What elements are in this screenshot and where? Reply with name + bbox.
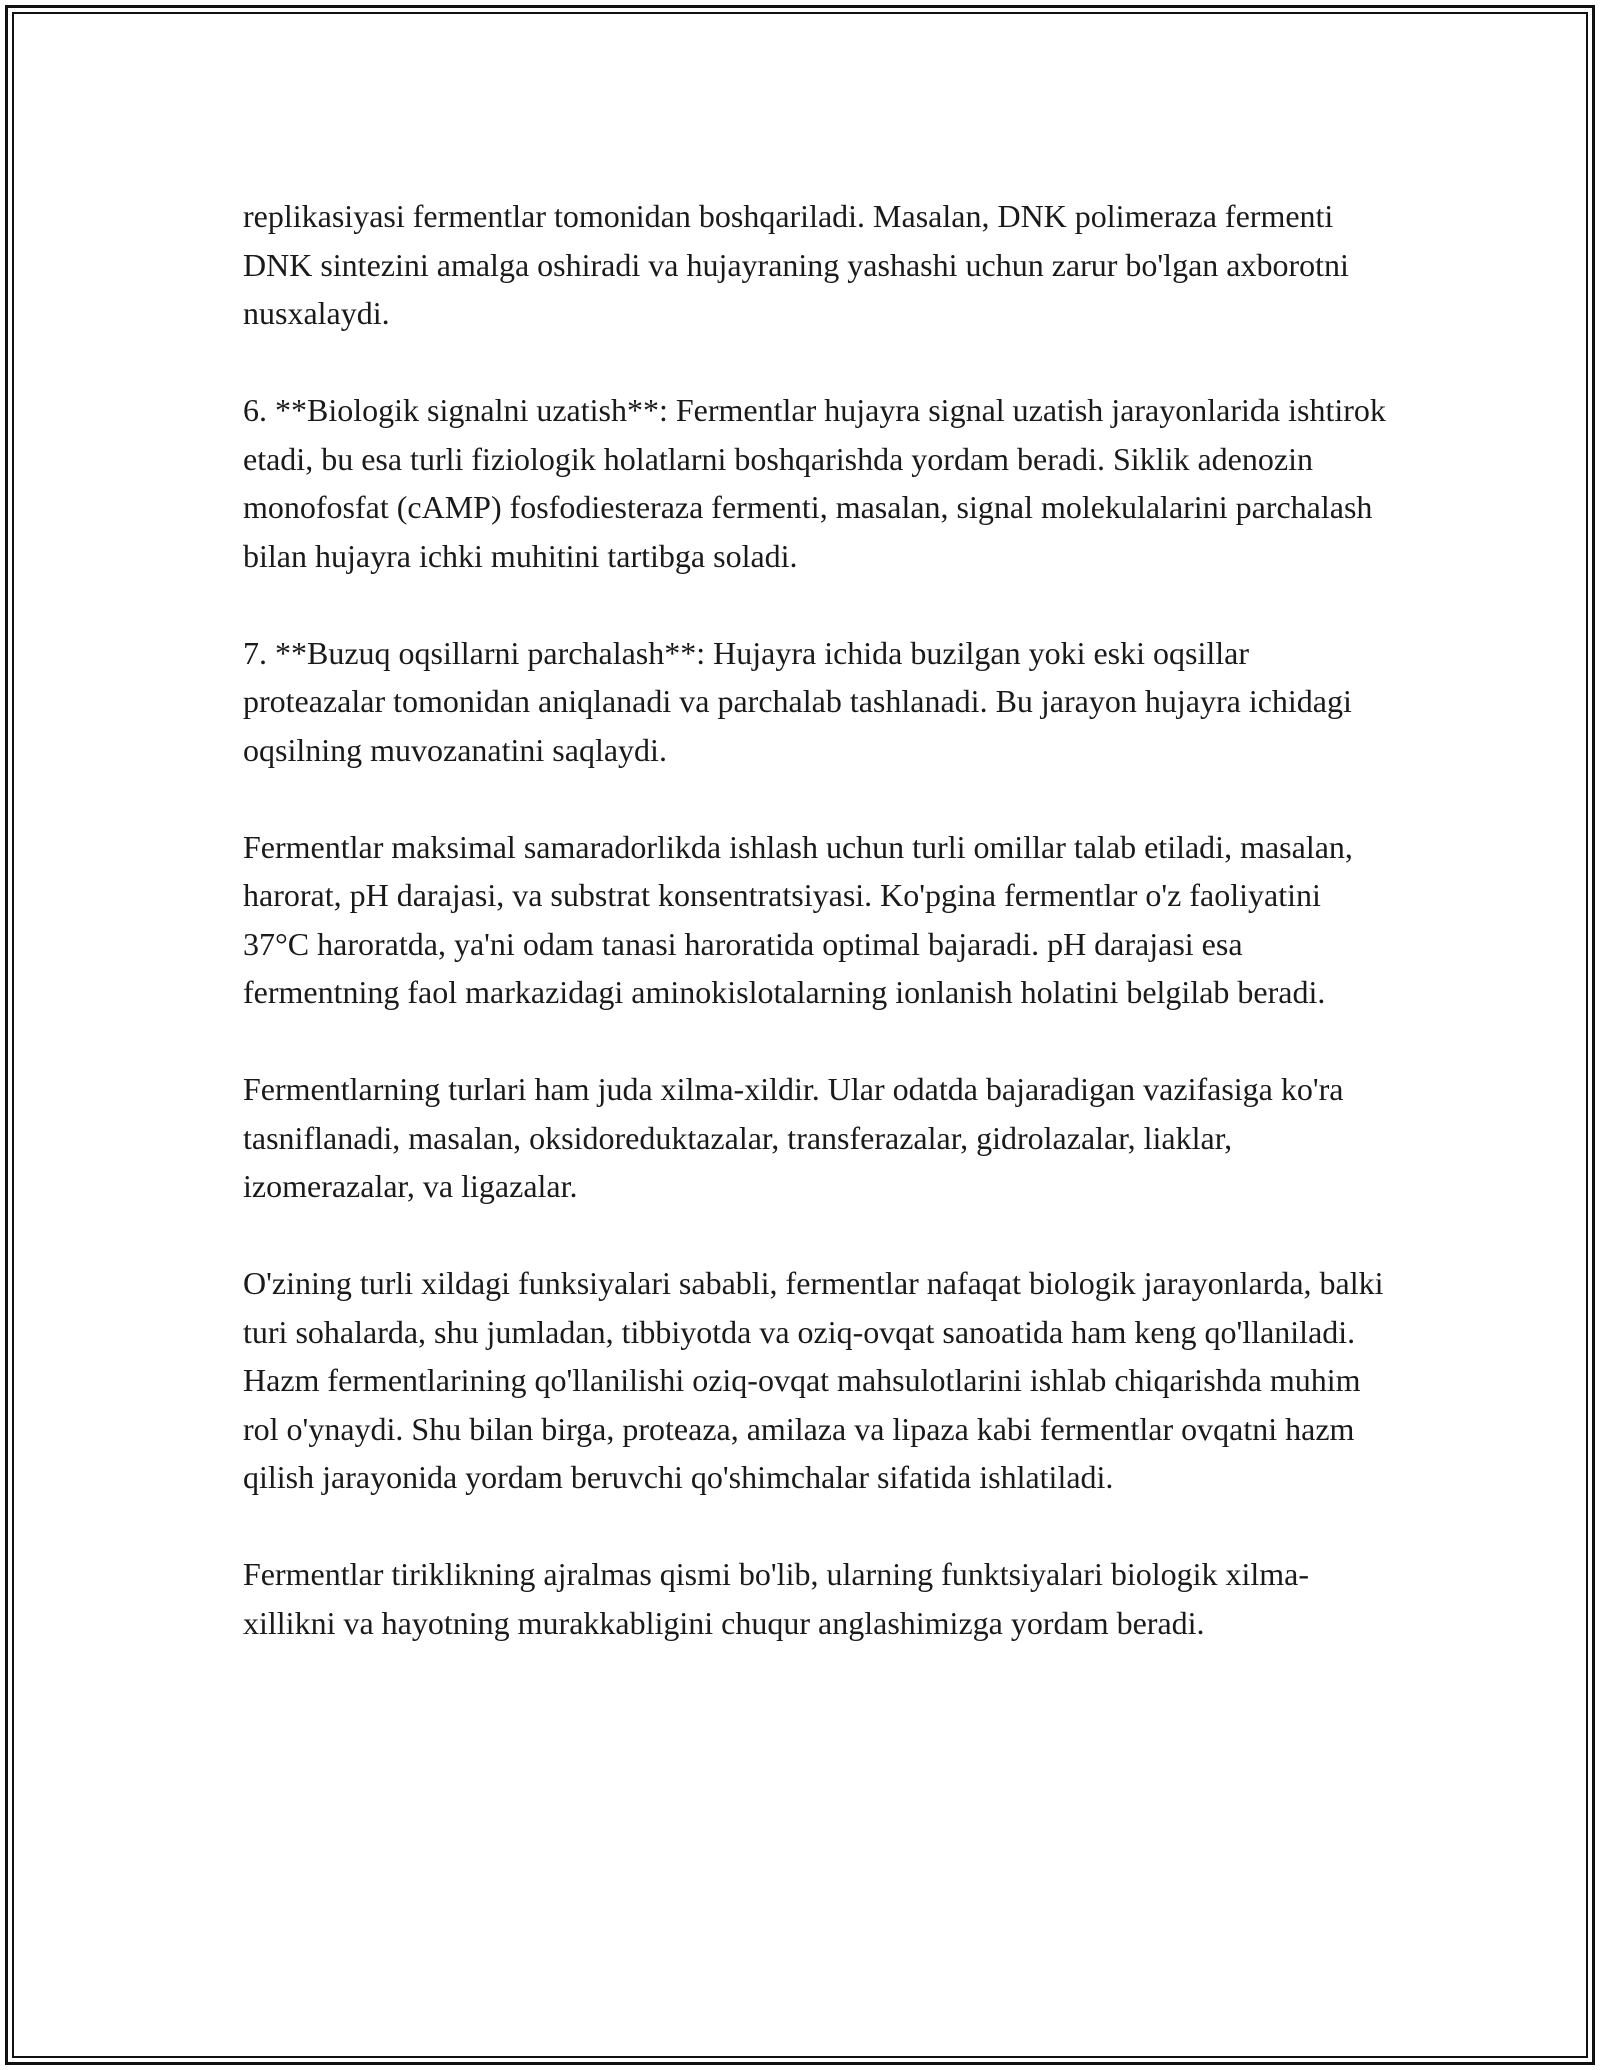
document-body: [243, 192, 1393, 1647]
paragraph-applications: O'zining turli xildagi funksiyalari sababli, fermentlar nafaqat biologik jarayonlarda, balki turi sohalarda, shu jumladan, tibbiyotda va oziq-ovqat sanoatida ham keng qo'llaniladi. Hazm fermentlarining qo'llanilishi oziq-ovqat mahsulotlarini ishlab chiqarishda muhim rol o'ynaydi. Shu bilan birga, proteaza, amilaza va lipaza kabi fermentlar ovqatni hazm qilish jarayonida yordam beruvchi qo'shimchalar sifatida ishlatiladi.: [243, 1265, 1384, 1495]
paragraph-signal-transduction: 6. **Biologik signalni uzatish**: Fermentlar hujayra signal uzatish jarayonlarida ishtirok etadi, bu esa turli fiziologik holatlarni boshqarishda yordam beradi. Siklik adenozin monofosfat (cAMP) fosfodiesteraza fermenti, masalan, signal molekulalarini parchalash bilan hujayra ichki muhitini tartibga soladi.: [243, 392, 1386, 574]
page-border: [5, 5, 1595, 2065]
paragraph-enzyme-classes: Fermentlarning turlari ham juda xilma-xildir. Ular odatda bajaradigan vazifasiga ko'ra tasniflanadi, masalan, oksidoreduktazalar, transferazalar, gidrolazalar, liaklar, izomerazalar, va ligazalar.: [243, 1071, 1344, 1204]
paragraph-optimal-conditions: Fermentlar maksimal samaradorlikda ishlash uchun turli omillar talab etiladi, masalan, harorat, pH darajasi, va substrat konsentratsiyasi. Ko'pgina fermentlar o'z faoliyatini 37°C haroratda, ya'ni odam tanasi haroratida optimal bajaradi. pH darajasi esa fermentning faol markazidagi aminokislotalarning ionlanish holatini belgilab beradi.: [243, 828, 1353, 1010]
page-border-inner: [12, 12, 1588, 2058]
paragraph-replication: replikasiyasi fermentlar tomonidan boshqariladi. Masalan, DNK polimeraza fermenti DNK sintezini amalga oshiradi va hujayraning yashashi uchun zarur bo'lgan axborotni nusxalaydi.: [243, 198, 1349, 331]
paragraph-protein-degradation: 7. **Buzuq oqsillarni parchalash**: Hujayra ichida buzilgan yoki eski oqsillar proteazalar tomonidan aniqlanadi va parchalab tashlanadi. Bu jarayon hujayra ichidagi oqsilning muvozanatini saqlaydi.: [243, 634, 1352, 768]
paragraph-conclusion: Fermentlar tiriklikning ajralmas qismi bo'lib, ularning funktsiyalari biologik xilma-xillikni va hayotning murakkabligini chuqur anglashimizga yordam beradi.: [243, 1556, 1310, 1641]
